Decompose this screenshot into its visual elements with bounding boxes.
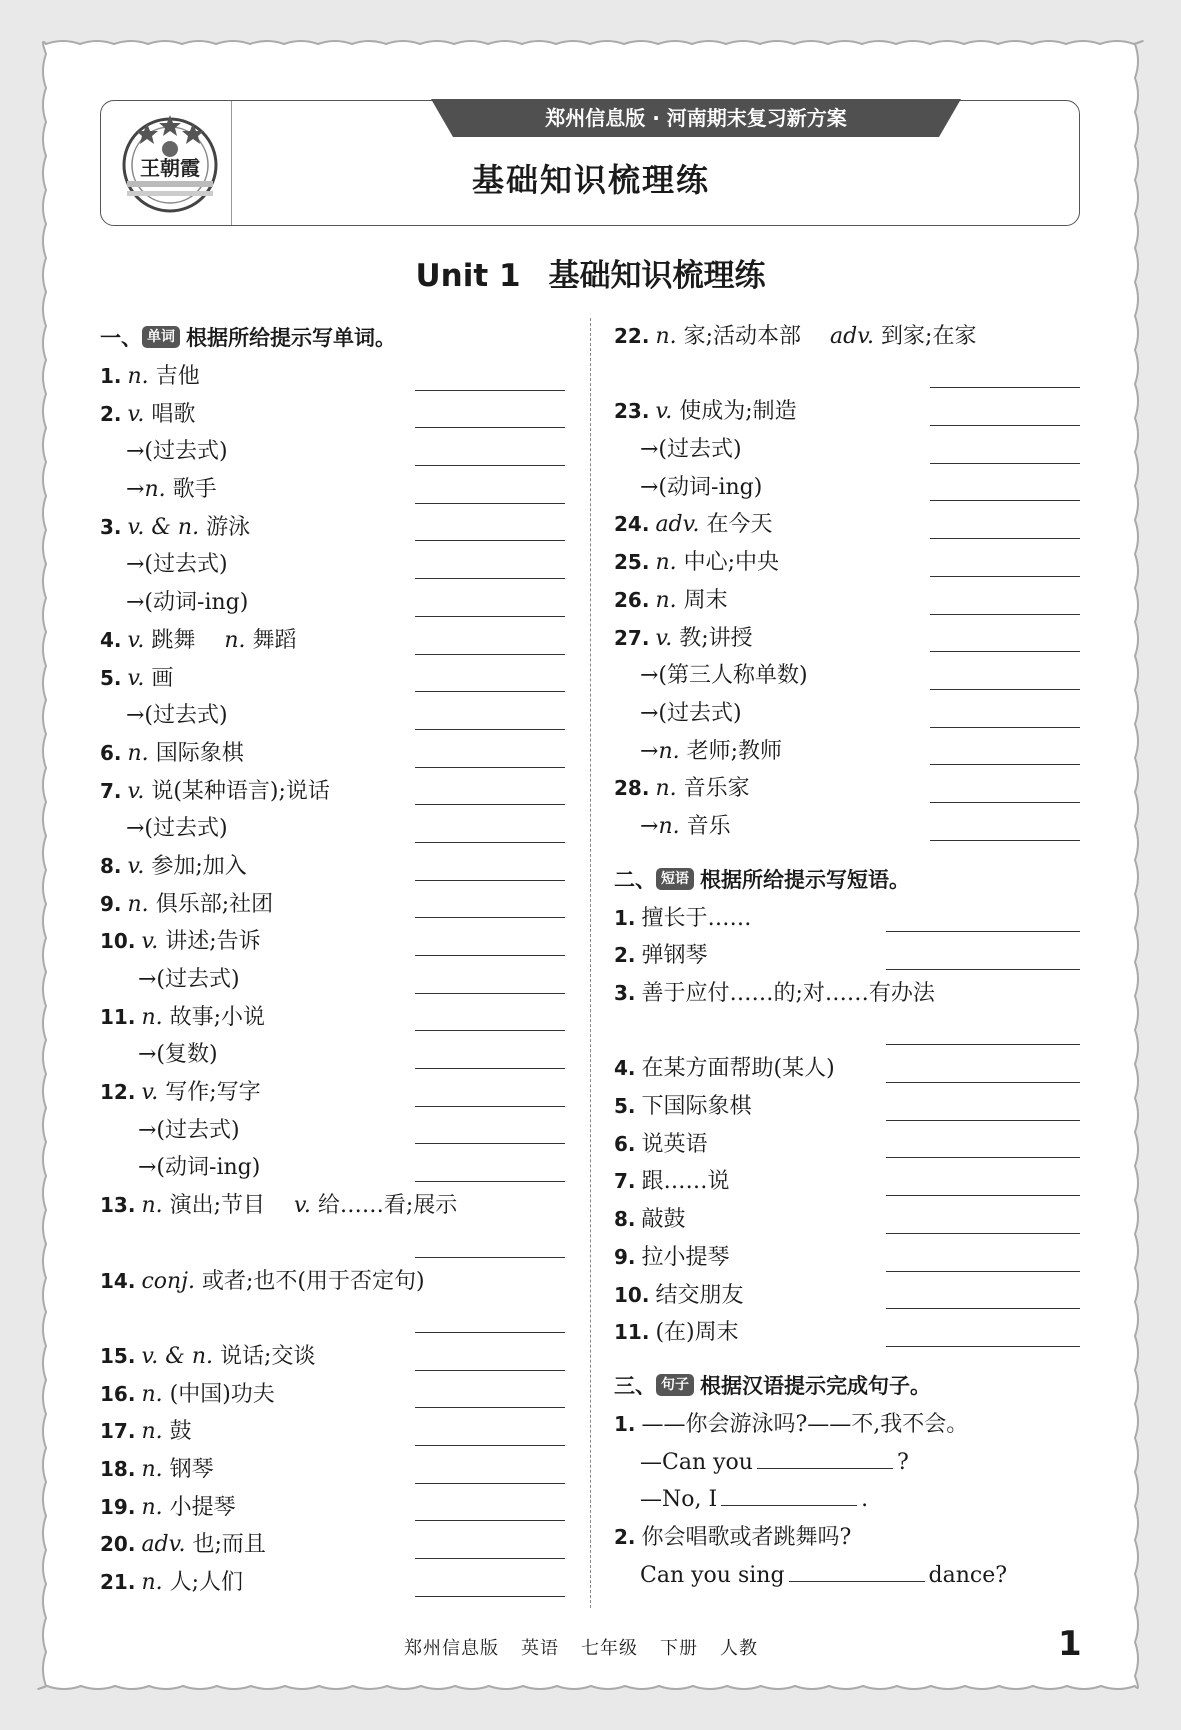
word-hint: 周末 xyxy=(683,587,728,613)
word-list-right xyxy=(614,318,1080,846)
word-hint: 唱歌 xyxy=(151,401,196,427)
item-number: 6. xyxy=(100,740,122,765)
part-of-speech: v. & n. xyxy=(141,1343,213,1369)
part-of-speech: n. xyxy=(127,891,149,917)
word-item xyxy=(614,469,1080,507)
word-hint-2: 到家;在家 xyxy=(881,324,977,349)
word-hint: 在今天 xyxy=(706,512,773,538)
word-item xyxy=(100,1338,565,1376)
item-number: 3. xyxy=(614,981,636,1006)
footer-text: 郑州信息版 英语 七年级 下册 人教 xyxy=(404,1638,758,1659)
word-item xyxy=(100,961,565,999)
word-item xyxy=(100,697,565,735)
word-hint: 歌手 xyxy=(172,477,217,503)
item-number: 3. xyxy=(100,514,122,539)
arrow: → xyxy=(126,477,145,503)
word-hint: 钢琴 xyxy=(169,1456,214,1482)
sentence-q2: 2. 你会唱歌或者跳舞吗? Can you sing dance? xyxy=(614,1524,1008,1588)
item-number: 17. xyxy=(100,1419,136,1444)
word-item xyxy=(100,1074,565,1112)
answer-blank[interactable] xyxy=(415,880,565,881)
phrase-hint: 在某方面帮助(某人) xyxy=(641,1056,835,1082)
item-number: 5. xyxy=(614,1094,636,1119)
item-number: 10. xyxy=(100,929,136,954)
part-of-speech: n. xyxy=(144,477,166,503)
word-hint: 使成为;制造 xyxy=(679,399,797,425)
word-hint: →(过去式) xyxy=(126,552,228,578)
part-of-speech: n. xyxy=(141,1456,163,1482)
part-of-speech: v. xyxy=(141,929,159,955)
word-item xyxy=(100,584,565,622)
answer-blank[interactable] xyxy=(415,1068,565,1069)
header-banner xyxy=(431,99,961,139)
item-number: 13. xyxy=(100,1193,136,1218)
word-item xyxy=(100,1564,565,1602)
header-box xyxy=(100,100,1080,226)
item-number: 14. xyxy=(100,1268,136,1293)
item-number: 10. xyxy=(614,1282,650,1307)
answer-blank[interactable] xyxy=(415,578,565,579)
phrase-list xyxy=(614,900,1080,1352)
word-hint: 画 xyxy=(151,665,174,691)
part-of-speech: n. xyxy=(655,324,677,349)
part-of-speech: n. xyxy=(658,738,680,764)
word-hint: →(第三人称单数) xyxy=(640,663,808,689)
item-number: 24. xyxy=(614,512,650,537)
phrase-item xyxy=(614,1314,1080,1352)
item-number: 16. xyxy=(100,1381,136,1406)
answer-blank[interactable] xyxy=(415,1445,565,1446)
word-hint: 老师;教师 xyxy=(686,738,783,764)
svg-text:王朝霞: 王朝霞 xyxy=(140,156,200,180)
item-number: 5. xyxy=(100,665,122,690)
word-item xyxy=(100,396,565,434)
word-item xyxy=(614,808,1080,846)
answer-blank[interactable] xyxy=(930,538,1080,539)
word-hint: →(动词-ing) xyxy=(640,474,763,500)
word-hint: 讲述;告诉 xyxy=(165,929,261,955)
part-of-speech: n. xyxy=(655,776,677,802)
answer-blank[interactable] xyxy=(930,576,1080,577)
answer-blank[interactable] xyxy=(415,1106,565,1107)
answer-blank[interactable] xyxy=(415,955,565,956)
word-hint: →(过去式) xyxy=(126,816,228,842)
word-item xyxy=(100,773,565,811)
answer-blank[interactable] xyxy=(415,503,565,504)
right-column xyxy=(614,318,1080,1594)
word-item xyxy=(614,657,1080,695)
word-item xyxy=(614,544,1080,582)
item-number: 4. xyxy=(100,627,122,652)
part-of-speech: conj. xyxy=(141,1268,195,1294)
word-item xyxy=(100,660,565,698)
sentence-q1: 1. ——你会游泳吗?——不,我不会。 —Can you ? —No, I . xyxy=(614,1411,969,1513)
item-number: 1. xyxy=(100,364,122,388)
phrase-hint: 敲鼓 xyxy=(641,1207,686,1233)
item-number: 27. xyxy=(614,625,650,650)
answer-blank[interactable] xyxy=(415,804,565,805)
section1-badge: 单词 xyxy=(142,326,180,348)
answer-blank[interactable] xyxy=(415,1332,565,1333)
word-item xyxy=(100,999,565,1037)
item-number: 8. xyxy=(614,1207,636,1232)
item-number: 2. xyxy=(614,943,636,968)
item-number: 6. xyxy=(614,1131,636,1156)
item-number: 11. xyxy=(100,1004,136,1029)
item-number: 11. xyxy=(614,1320,650,1345)
word-item xyxy=(614,393,1080,431)
answer-blank[interactable] xyxy=(415,993,565,994)
word-hint: 国际象棋 xyxy=(155,740,244,766)
word-item xyxy=(100,1112,565,1150)
unit-title xyxy=(0,250,1181,295)
item-number: 12. xyxy=(100,1080,136,1105)
word-item xyxy=(100,735,565,773)
word-hint: 人;人们 xyxy=(169,1570,244,1596)
word-item xyxy=(100,1413,565,1451)
word-hint: 教;讲授 xyxy=(679,625,753,651)
word-hint: →(过去式) xyxy=(640,437,742,463)
word-hint: 音乐 xyxy=(686,813,731,839)
answer-blank[interactable] xyxy=(930,500,1080,501)
word-hint: 小提琴 xyxy=(169,1494,236,1520)
word-item xyxy=(100,1451,565,1489)
answer-blank[interactable] xyxy=(930,651,1080,652)
part-of-speech: v. xyxy=(127,665,145,691)
word-hint-2: 舞蹈 xyxy=(252,627,297,653)
phrase-item xyxy=(614,1088,1080,1126)
answer-blank[interactable] xyxy=(415,1030,565,1031)
word-item xyxy=(100,848,565,886)
item-number: 22. xyxy=(614,324,650,348)
answer-blank[interactable] xyxy=(886,1233,1080,1234)
phrase-hint: 拉小提琴 xyxy=(641,1244,730,1270)
word-item xyxy=(100,1526,565,1564)
part-of-speech: v. xyxy=(655,399,673,425)
part-of-speech: n. xyxy=(141,1381,163,1407)
phrase-hint: (在)周末 xyxy=(655,1320,739,1346)
part-of-speech: n. xyxy=(127,364,149,389)
phrase-hint: 下国际象棋 xyxy=(641,1094,752,1120)
arrow: → xyxy=(640,738,659,764)
phrase-hint: 擅长于…… xyxy=(641,905,752,931)
answer-blank[interactable] xyxy=(415,1257,565,1258)
part-of-speech: adv. xyxy=(141,1532,186,1558)
answer-blank[interactable] xyxy=(930,764,1080,765)
answer-blank[interactable] xyxy=(886,1271,1080,1272)
answer-blank[interactable] xyxy=(757,1446,893,1469)
answer-blank[interactable] xyxy=(415,842,565,843)
word-item xyxy=(100,471,565,509)
word-hint: 音乐家 xyxy=(683,776,750,802)
answer-blank[interactable] xyxy=(886,931,1080,932)
banner-text: 郑州信息版 · 河南期末复习新方案 xyxy=(545,106,847,130)
item-number: 25. xyxy=(614,550,650,575)
word-hint: →(过去式) xyxy=(126,703,228,729)
answer-blank[interactable] xyxy=(415,1558,565,1559)
item-number: 7. xyxy=(614,1169,636,1194)
part-of-speech-2: adv. xyxy=(830,324,875,349)
word-hint: 吉他 xyxy=(155,364,200,389)
word-hint-2: 给……看;展示 xyxy=(317,1193,458,1219)
left-column xyxy=(100,318,565,1602)
word-item xyxy=(100,810,565,848)
answer-blank[interactable] xyxy=(930,387,1080,388)
word-hint: 跳舞 xyxy=(151,627,196,653)
word-item xyxy=(100,923,565,961)
item-number: 15. xyxy=(100,1343,136,1368)
footer xyxy=(0,1624,1181,1670)
answer-blank[interactable] xyxy=(886,969,1080,970)
word-item xyxy=(614,733,1080,771)
item-number: 4. xyxy=(614,1056,636,1081)
word-item xyxy=(100,1036,565,1074)
word-hint: 或者;也不(用于否定句) xyxy=(202,1268,425,1294)
phrase-item xyxy=(614,1201,1080,1239)
answer-blank[interactable] xyxy=(415,1596,565,1597)
answer-blank[interactable] xyxy=(415,729,565,730)
answer-blank[interactable] xyxy=(415,427,565,428)
phrase-item xyxy=(614,900,1080,938)
phrase-hint: 结交朋友 xyxy=(655,1282,744,1308)
answer-blank[interactable] xyxy=(721,1483,857,1506)
word-hint: (中国)功夫 xyxy=(169,1381,275,1407)
word-item xyxy=(100,622,565,660)
answer-blank[interactable] xyxy=(930,425,1080,426)
answer-blank[interactable] xyxy=(415,1483,565,1484)
word-hint: →(过去式) xyxy=(138,1117,240,1143)
part-of-speech: n. xyxy=(141,1570,163,1596)
word-hint: 家;活动本部 xyxy=(683,324,802,349)
word-item xyxy=(100,509,565,547)
phrase-hint: 善于应付……的;对……有办法 xyxy=(641,981,935,1007)
answer-blank[interactable] xyxy=(930,614,1080,615)
item-number: 23. xyxy=(614,399,650,424)
part-of-speech-2: n. xyxy=(224,627,246,653)
answer-blank[interactable] xyxy=(789,1559,925,1582)
part-of-speech: v. xyxy=(127,778,145,804)
answer-blank[interactable] xyxy=(415,390,565,391)
part-of-speech: adv. xyxy=(655,512,700,538)
answer-blank[interactable] xyxy=(930,727,1080,728)
word-hint: →(过去式) xyxy=(640,700,742,726)
answer-blank[interactable] xyxy=(415,654,565,655)
word-item xyxy=(100,1149,565,1187)
answer-blank[interactable] xyxy=(930,689,1080,690)
answer-blank[interactable] xyxy=(415,767,565,768)
word-hint: 说(某种语言);说话 xyxy=(151,778,330,804)
answer-blank[interactable] xyxy=(886,1044,1080,1045)
part-of-speech: v. xyxy=(127,627,145,653)
answer-blank[interactable] xyxy=(886,1308,1080,1309)
word-hint: 故事;小说 xyxy=(169,1004,266,1030)
word-list-left xyxy=(100,358,565,1602)
word-hint: 游泳 xyxy=(206,514,251,540)
word-hint: →(过去式) xyxy=(138,967,240,992)
word-item xyxy=(614,770,1080,808)
word-item xyxy=(100,1187,565,1262)
part-of-speech: v. & n. xyxy=(127,514,200,540)
part-of-speech: n. xyxy=(655,550,677,576)
word-hint: →(动词-ing) xyxy=(126,590,249,616)
phrase-item xyxy=(614,1277,1080,1315)
part-of-speech: v. xyxy=(655,625,673,651)
word-hint: 俱乐部;社团 xyxy=(155,891,274,917)
word-item xyxy=(100,886,565,924)
phrase-item xyxy=(614,1239,1080,1277)
word-item xyxy=(614,431,1080,469)
part-of-speech: n. xyxy=(141,1004,163,1030)
word-hint: 写作;写字 xyxy=(165,1080,261,1106)
answer-blank[interactable] xyxy=(415,691,565,692)
answer-blank[interactable] xyxy=(930,802,1080,803)
part-of-speech: n. xyxy=(127,740,149,766)
item-number: 28. xyxy=(614,776,650,801)
answer-blank[interactable] xyxy=(415,1520,565,1521)
item-number: 8. xyxy=(100,853,122,878)
item-number: 26. xyxy=(614,587,650,612)
item-number: 1. xyxy=(614,905,636,930)
answer-blank[interactable] xyxy=(415,1407,565,1408)
word-hint: 中心;中央 xyxy=(683,550,780,576)
word-hint: 说话;交谈 xyxy=(219,1343,316,1369)
answer-blank[interactable] xyxy=(886,1157,1080,1158)
part-of-speech: n. xyxy=(141,1193,163,1219)
answer-blank[interactable] xyxy=(415,540,565,541)
column-divider xyxy=(590,318,591,1608)
answer-blank[interactable] xyxy=(415,1370,565,1371)
phrase-hint: 跟……说 xyxy=(641,1169,730,1195)
unit-label: Unit 1 xyxy=(415,258,521,294)
word-item xyxy=(614,695,1080,733)
word-item xyxy=(100,433,565,471)
word-hint: 也;而且 xyxy=(192,1532,266,1558)
answer-blank[interactable] xyxy=(415,1181,565,1182)
unit-name: 基础知识梳理练 xyxy=(548,258,766,294)
item-number: 9. xyxy=(614,1244,636,1269)
part-of-speech: n. xyxy=(658,813,680,839)
item-number: 9. xyxy=(100,891,122,916)
answer-blank[interactable] xyxy=(886,1195,1080,1196)
answer-blank[interactable] xyxy=(415,1143,565,1144)
header-title: 基础知识梳理练 xyxy=(471,161,710,199)
word-hint: →(动词-ing) xyxy=(138,1155,261,1181)
item-number: 7. xyxy=(100,778,122,803)
answer-blank[interactable] xyxy=(886,1120,1080,1121)
part-of-speech: v. xyxy=(127,853,145,879)
item-number: 2. xyxy=(100,401,122,426)
arrow: → xyxy=(640,813,659,839)
part-of-speech: n. xyxy=(141,1419,163,1445)
part-of-speech-2: v. xyxy=(294,1193,311,1219)
phrase-hint: 说英语 xyxy=(641,1131,708,1157)
section1-heading: 一、 单词 根据所给提示写单词。 xyxy=(100,326,396,350)
word-item xyxy=(100,1376,565,1414)
item-number: 19. xyxy=(100,1494,136,1519)
word-item xyxy=(100,1263,565,1338)
word-hint: 演出;节目 xyxy=(169,1193,266,1219)
phrase-hint: 弹钢琴 xyxy=(641,943,708,969)
word-item xyxy=(100,358,565,396)
word-item xyxy=(614,620,1080,658)
section3-heading: 三、 句子 根据汉语提示完成句子。 xyxy=(614,1373,931,1398)
item-number: 20. xyxy=(100,1532,136,1557)
phrase-item xyxy=(614,1163,1080,1201)
item-number: 18. xyxy=(100,1456,136,1481)
word-item xyxy=(614,506,1080,544)
section2-badge: 短语 xyxy=(656,868,694,890)
word-hint: →(复数) xyxy=(138,1042,218,1068)
answer-blank[interactable] xyxy=(415,616,565,617)
part-of-speech: n. xyxy=(141,1494,163,1520)
word-item xyxy=(614,318,1080,393)
word-item xyxy=(100,1489,565,1527)
word-hint: 鼓 xyxy=(169,1419,192,1445)
answer-blank[interactable] xyxy=(886,1082,1080,1083)
phrase-item xyxy=(614,1126,1080,1164)
section3-badge: 句子 xyxy=(656,1374,694,1396)
answer-blank[interactable] xyxy=(415,917,565,918)
part-of-speech: v. xyxy=(141,1080,159,1106)
phrase-item xyxy=(614,975,1080,1050)
answer-blank[interactable] xyxy=(415,465,565,466)
answer-blank[interactable] xyxy=(886,1346,1080,1347)
part-of-speech: n. xyxy=(655,587,677,613)
word-hint: →(过去式) xyxy=(126,439,228,465)
phrase-item xyxy=(614,1050,1080,1088)
answer-blank[interactable] xyxy=(930,463,1080,464)
phrase-item xyxy=(614,937,1080,975)
word-hint: 参加;加入 xyxy=(151,853,247,879)
page-number: 1 xyxy=(1058,1624,1082,1664)
word-item xyxy=(100,546,565,584)
part-of-speech: v. xyxy=(127,401,145,427)
word-item xyxy=(614,582,1080,620)
section2-heading: 二、 短语 根据所给提示写短语。 xyxy=(614,867,910,892)
answer-blank[interactable] xyxy=(930,840,1080,841)
item-number: 21. xyxy=(100,1570,136,1595)
